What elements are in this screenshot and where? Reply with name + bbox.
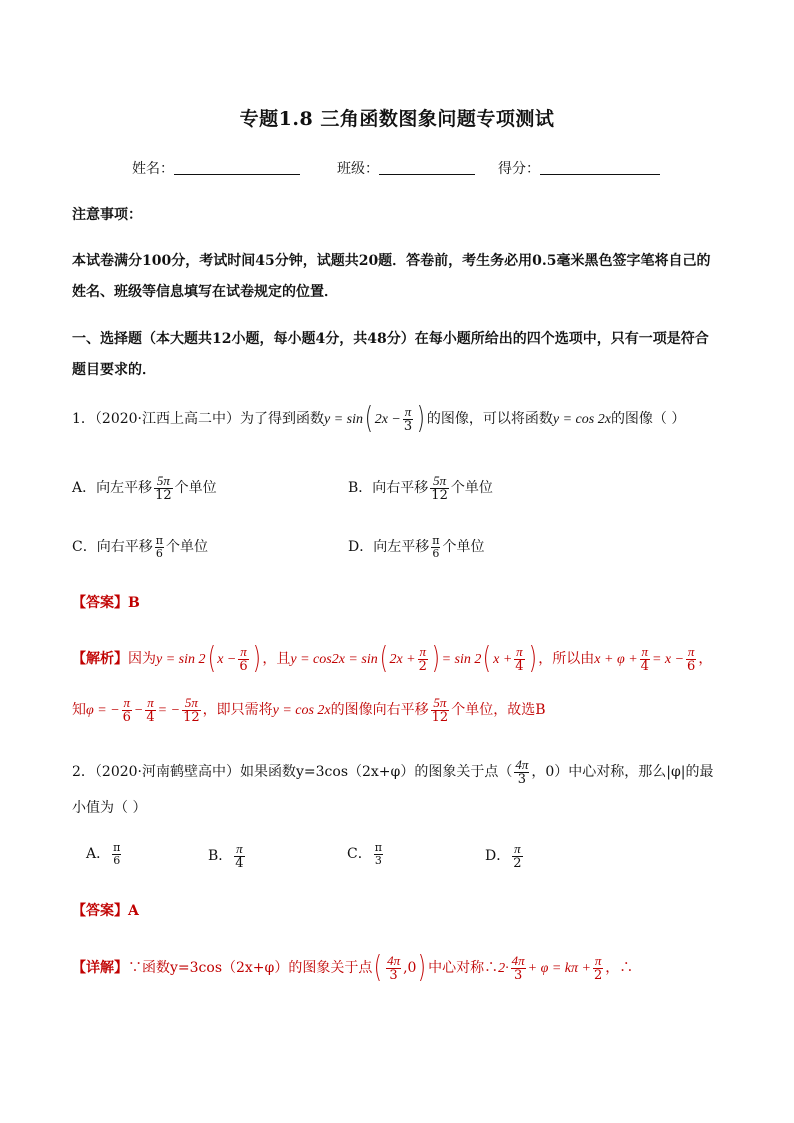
- fraction: $\frac{\pi}{6}$: [687, 643, 696, 674]
- q1-option-d[interactable]: D．向左平移 $\frac{\pi}{6}$ 个单位: [348, 534, 485, 560]
- fraction: $\frac{\pi}{2}$: [418, 643, 427, 674]
- fraction: $\frac{\pi}{2}$: [594, 952, 603, 983]
- q2-option-a[interactable]: A． $\frac{\pi}{6}$: [86, 841, 121, 867]
- class-label: 班级：: [337, 161, 379, 177]
- fraction: $\frac{\pi}{4}$: [515, 643, 524, 674]
- section-heading-line-1: 一、选择题（本大题共12小题，每小题4分，共48分）在每小题所给出的四个选项中，只有一项是符合: [72, 331, 709, 347]
- q2-stem-line-1: 2．（2020·河南鹤壁高中）如果函数y=3cos（2x+φ）的图象关于点（ $\frac{4\pi}{3}$ ，0）中心对称，那么|φ|的最: [72, 757, 714, 787]
- q2-option-d[interactable]: D． $\frac{\pi}{2}$: [485, 841, 522, 871]
- name-field: [132, 158, 300, 178]
- q2-stem-line-2: 小值为（ ）: [72, 800, 147, 816]
- fraction: $\frac{4\pi}{3}$: [387, 952, 401, 983]
- name-blank[interactable]: [174, 160, 300, 175]
- q1-analysis-line-2: 知φ = − $\frac{\pi}{6}$ − $\frac{\pi}{4}$ = − $\frac{5\pi}{12}$ ，即只需将y = cos 2x的图像向右平移 $\frac{5\pi}{12}$ 个单位，故选B: [72, 695, 546, 725]
- fraction: $\frac{\pi}{3}$: [374, 841, 382, 867]
- score-label: 得分：: [498, 161, 540, 177]
- q1-stem: 1．（2020·江西上高二中）为了得到函数y = sin( 2x − $\frac{\pi}{3}$ ) 的图像，可以将函数y = cos 2x的图像（ ）: [72, 401, 686, 436]
- q1-option-c[interactable]: C．向右平移 $\frac{\pi}{6}$ 个单位: [72, 534, 208, 560]
- q1-option-a[interactable]: A．向左平移 $\frac{5\pi}{12}$ 个单位: [72, 473, 217, 503]
- score-blank[interactable]: [540, 160, 660, 175]
- name-label: 姓名：: [132, 161, 174, 177]
- fraction: $\frac{5\pi}{12}$: [431, 695, 449, 725]
- class-field: [337, 158, 475, 178]
- fraction: $\frac{\pi}{6}$: [113, 841, 121, 867]
- score-field: [498, 158, 660, 178]
- fraction: $\frac{\pi}{6}$: [432, 534, 440, 560]
- notes-heading: 注意事项：: [72, 207, 142, 223]
- q1-answer: 【答案】B: [72, 595, 140, 611]
- q2-detail-line-1: 【详解】∵函数y=3cos（2x+φ）的图象关于点( $\frac{4\pi}{3}$ ,0) 中心对称∴2· $\frac{4\pi}{3}$ + φ = kπ + $\frac{\pi}{2}$ ，∴: [72, 950, 634, 985]
- fraction: $\frac{\pi}{6}$: [239, 643, 248, 674]
- notes-line-1: 本试卷满分100分，考试时间45分钟，试题共20题．答卷前，考生务必用0.5毫米黑色签字笔将自己的: [72, 253, 711, 269]
- q1-analysis-line-1: 【解析】因为y = sin 2( x − $\frac{\pi}{6}$ ) ，且y = cos2x = sin( 2x + $\frac{\pi}{2}$ ) = sin 2( x + $\frac{\pi}{4}$ ) ，所以由x + φ + $\frac{\pi}{4}$ = x − $\frac{\pi}{6}$ ，: [72, 641, 713, 676]
- fraction: $\frac{\pi}{3}$: [403, 403, 413, 434]
- fraction: $\frac{4\pi}{3}$: [511, 952, 525, 983]
- q2-option-c[interactable]: C． $\frac{\pi}{3}$: [347, 841, 382, 867]
- q2-option-b[interactable]: B． $\frac{\pi}{4}$: [208, 841, 244, 871]
- page-title: 专题1.8 三角函数图象问题专项测试: [239, 108, 555, 130]
- fraction: $\frac{5\pi}{12}$: [183, 695, 200, 725]
- fraction: $\frac{\pi}{4}$: [640, 643, 649, 674]
- fraction: $\frac{\pi}{4}$: [235, 841, 244, 871]
- fraction: $\frac{\pi}{4}$: [146, 695, 155, 725]
- q1-option-b[interactable]: B．向右平移 $\frac{5\pi}{12}$ 个单位: [348, 473, 493, 503]
- fraction: $\frac{5\pi}{12}$: [155, 473, 172, 503]
- q2-answer: 【答案】A: [72, 903, 139, 919]
- fraction: $\frac{\pi}{2}$: [513, 841, 522, 871]
- fraction: $\frac{\pi}{6}$: [122, 695, 131, 725]
- section-heading-line-2: 题目要求的．: [72, 362, 156, 378]
- notes-line-2: 姓名、班级等信息填写在试卷规定的位置．: [72, 284, 338, 300]
- fraction: $\frac{4\pi}{3}$: [515, 757, 529, 787]
- fraction: $\frac{5\pi}{12}$: [431, 473, 448, 503]
- fraction: $\frac{\pi}{6}$: [155, 534, 163, 560]
- class-blank[interactable]: [379, 160, 475, 175]
